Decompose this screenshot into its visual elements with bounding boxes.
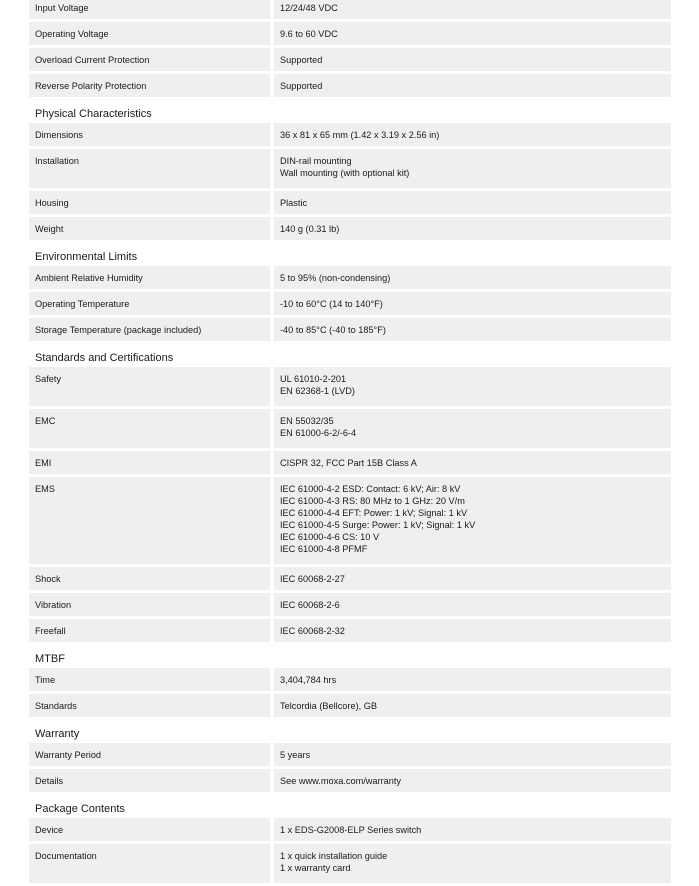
spec-value	[274, 668, 671, 691]
spec-section	[29, 100, 671, 240]
spec-value-line: Supported	[280, 55, 323, 65]
spec-value	[274, 266, 671, 289]
spec-row	[29, 619, 671, 642]
spec-value	[274, 593, 671, 616]
spec-label: Vibration	[29, 593, 270, 616]
spec-value-line: 5 years	[280, 750, 311, 760]
spec-label: EMC	[29, 409, 270, 448]
spec-row	[29, 477, 671, 564]
section-title: Package Contents	[35, 803, 125, 815]
spec-value	[274, 191, 671, 214]
spec-section	[29, 344, 671, 642]
spec-label: Dimensions	[29, 123, 270, 146]
spec-row	[29, 318, 671, 341]
section-title: MTBF	[35, 653, 65, 665]
spec-value	[274, 292, 671, 315]
spec-value-line: EN 55032/35	[280, 416, 334, 426]
spec-value-line: 12/24/48 VDC	[280, 3, 338, 13]
spec-value-line: 5 to 95% (non-condensing)	[280, 273, 391, 283]
spec-label: Ambient Relative Humidity	[29, 266, 270, 289]
spec-value	[274, 149, 671, 188]
spec-row	[29, 48, 671, 71]
spec-label: Overload Current Protection	[29, 48, 270, 71]
spec-label: Details	[29, 769, 270, 792]
spec-row	[29, 367, 671, 406]
spec-value-line: IEC 61000-4-4 EFT: Power: 1 kV; Signal: 1 kV	[280, 508, 468, 518]
spec-row	[29, 743, 671, 766]
spec-value-line: 140 g (0.31 lb)	[280, 224, 340, 234]
spec-section	[29, 0, 671, 97]
spec-row	[29, 668, 671, 691]
spec-value-line: 9.6 to 60 VDC	[280, 29, 338, 39]
spec-value	[274, 477, 671, 564]
spec-row	[29, 191, 671, 214]
spec-row	[29, 266, 671, 289]
spec-value-line: IEC 61000-4-6 CS: 10 V	[280, 532, 380, 542]
spec-value	[274, 367, 671, 406]
spec-value	[274, 451, 671, 474]
section-title: Environmental Limits	[35, 251, 138, 263]
spec-row	[29, 292, 671, 315]
spec-row	[29, 217, 671, 240]
spec-label: Operating Voltage	[29, 22, 270, 45]
spec-row	[29, 123, 671, 146]
spec-label: Freefall	[29, 619, 270, 642]
spec-section	[29, 243, 671, 341]
spec-value-line: -40 to 85°C (-40 to 185°F)	[280, 325, 386, 335]
spec-row	[29, 22, 671, 45]
spec-value-line: Plastic	[280, 198, 308, 208]
spec-value	[274, 619, 671, 642]
spec-row	[29, 769, 671, 792]
spec-label: Weight	[29, 217, 270, 240]
section-title: Standards and Certifications	[35, 352, 174, 364]
spec-value-line: IEC 61000-4-3 RS: 80 MHz to 1 GHz: 20 V/m	[280, 496, 465, 506]
spec-value	[274, 22, 671, 45]
spec-label: Storage Temperature (package included)	[29, 318, 270, 341]
spec-label: Time	[29, 668, 270, 691]
spec-value-line: IEC 60068-2-6	[280, 600, 340, 610]
spec-value-line: 1 x EDS-G2008-ELP Series switch	[280, 825, 422, 835]
spec-value-line: IEC 60068-2-32	[280, 626, 345, 636]
spec-value	[274, 217, 671, 240]
spec-label: Documentation	[29, 844, 270, 883]
spec-section	[29, 795, 671, 883]
spec-section	[29, 720, 671, 792]
spec-row	[29, 818, 671, 841]
spec-value	[274, 743, 671, 766]
spec-label: Input Voltage	[29, 0, 270, 19]
spec-value-line: -10 to 60°C (14 to 140°F)	[280, 299, 383, 309]
spec-value-line: IEC 60068-2-27	[280, 574, 345, 584]
spec-row	[29, 593, 671, 616]
spec-value-line: 3,404,784 hrs	[280, 675, 337, 685]
spec-row	[29, 0, 671, 19]
spec-label: Housing	[29, 191, 270, 214]
section-title: Physical Characteristics	[35, 108, 152, 120]
spec-label: Installation	[29, 149, 270, 188]
spec-value	[274, 74, 671, 97]
spec-value	[274, 318, 671, 341]
spec-value-line: CISPR 32, FCC Part 15B Class A	[280, 458, 417, 468]
spec-label: Warranty Period	[29, 743, 270, 766]
spec-label: Reverse Polarity Protection	[29, 74, 270, 97]
spec-value	[274, 844, 671, 883]
spec-value	[274, 409, 671, 448]
spec-value-line: Wall mounting (with optional kit)	[280, 168, 410, 178]
spec-label: EMI	[29, 451, 270, 474]
spec-label: Shock	[29, 567, 270, 590]
spec-section	[29, 645, 671, 717]
spec-value-line: UL 61010-2-201	[280, 374, 347, 384]
section-title: Warranty	[35, 728, 80, 740]
spec-row	[29, 694, 671, 717]
spec-label: EMS	[29, 477, 270, 564]
spec-row	[29, 74, 671, 97]
spec-label: Device	[29, 818, 270, 841]
spec-row	[29, 149, 671, 188]
spec-value-line: See www.moxa.com/warranty	[280, 776, 402, 786]
spec-label: Standards	[29, 694, 270, 717]
spec-value	[274, 818, 671, 841]
spec-value-line: Telcordia (Bellcore), GB	[280, 701, 378, 711]
spec-value	[274, 567, 671, 590]
spec-value-line: Supported	[280, 81, 323, 91]
spec-row	[29, 409, 671, 448]
spec-value	[274, 769, 671, 792]
spec-value-line: 1 x warranty card	[280, 863, 351, 873]
spec-value-line: IEC 61000-4-5 Surge: Power: 1 kV; Signal: 1 kV	[280, 520, 476, 530]
spec-label: Operating Temperature	[29, 292, 270, 315]
spec-value	[274, 0, 671, 19]
spec-sheet	[29, 0, 671, 886]
spec-value	[274, 48, 671, 71]
spec-label: Safety	[29, 367, 270, 406]
spec-value-line: DIN-rail mounting	[280, 156, 352, 166]
spec-value-line: 1 x quick installation guide	[280, 851, 388, 861]
spec-value-line: 36 x 81 x 65 mm (1.42 x 3.19 x 2.56 in)	[280, 130, 440, 140]
spec-value-line: EN 61000-6-2/-6-4	[280, 428, 357, 438]
spec-value-line: IEC 61000-4-2 ESD: Contact: 6 kV; Air: 8 kV	[280, 484, 461, 494]
spec-value-line: IEC 61000-4-8 PFMF	[280, 544, 368, 554]
spec-value-line: EN 62368-1 (LVD)	[280, 386, 355, 396]
spec-row	[29, 451, 671, 474]
spec-value	[274, 123, 671, 146]
spec-value	[274, 694, 671, 717]
spec-row	[29, 567, 671, 590]
spec-row	[29, 844, 671, 883]
